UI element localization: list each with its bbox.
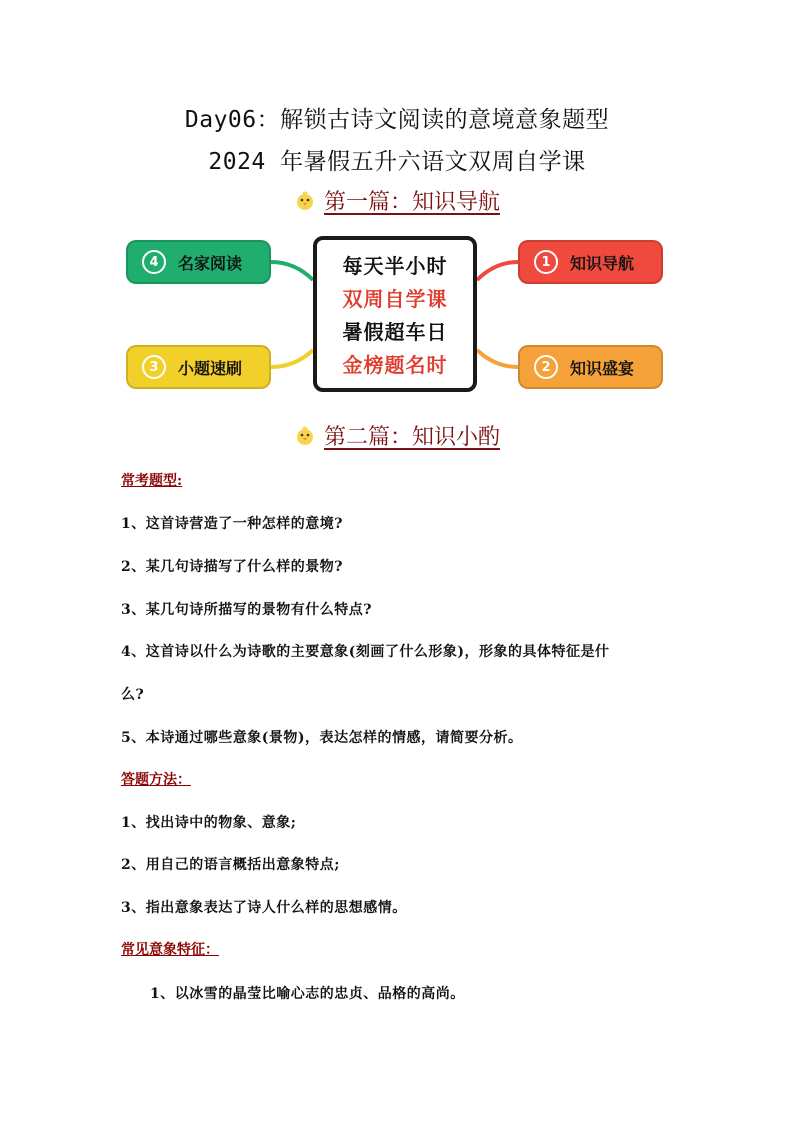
question-item: 5、本诗通过哪些意象(景物)，表达怎样的情感，请简要分析。	[121, 730, 523, 746]
features-heading: 常见意象特征：	[121, 942, 219, 958]
question-item: 3、某几句诗所描写的景物有什么特点?	[121, 602, 372, 618]
node-knowledge-feast	[518, 345, 663, 389]
feature-item: 1、以冰雪的晶莹比喻心志的忠贞、品格的高尚。	[150, 986, 465, 1002]
center-slogan-box	[313, 236, 477, 392]
node-label: 知识盛宴	[570, 358, 635, 378]
common-types-heading: 常考题型:	[121, 473, 183, 489]
section-heading-part1	[0, 185, 794, 216]
node-knowledge-nav	[518, 240, 663, 284]
method-item: 3、指出意象表达了诗人什么样的思想感情。	[121, 900, 407, 916]
section-title-part1: 第一篇：知识导航	[323, 190, 500, 215]
chick-icon	[294, 425, 316, 447]
node-label: 知识导航	[570, 253, 635, 273]
node-label: 小题速刷	[178, 358, 243, 378]
method-item: 2、用自己的语言概括出意象特点;	[121, 857, 340, 873]
mind-map	[120, 230, 670, 400]
slogan-line: 双周自学课	[342, 287, 448, 311]
node-quick-practice	[126, 345, 271, 389]
node-number: 1	[534, 250, 558, 274]
question-item: 4、这首诗以什么为诗歌的主要意象(刻画了什么形象)，形象的具体特征是什	[121, 644, 610, 660]
doc-title-line2: 2024 年暑假五升六语文双周自学课	[208, 149, 586, 175]
node-number: 3	[142, 355, 166, 379]
slogan-line: 暑假超车日	[342, 320, 448, 344]
node-number: 2	[534, 355, 558, 379]
method-item: 1、找出诗中的物象、意象;	[121, 815, 297, 831]
question-item-continued: 么?	[121, 687, 145, 703]
slogan-line: 每天半小时	[342, 254, 448, 278]
question-item: 1、这首诗营造了一种怎样的意境?	[121, 516, 343, 532]
question-item: 2、某几句诗描写了什么样的景物?	[121, 559, 343, 575]
node-number: 4	[142, 250, 166, 274]
node-famous-reading	[126, 240, 271, 284]
node-label: 名家阅读	[178, 253, 243, 273]
slogan-line: 金榜题名时	[342, 353, 448, 377]
section-heading-part2	[0, 420, 794, 451]
section-title-part2: 第二篇：知识小酌	[323, 425, 500, 450]
chick-icon	[294, 190, 316, 212]
method-heading: 答题方法：	[121, 772, 191, 788]
doc-title-line1: Day06：解锁古诗文阅读的意境意象题型	[184, 107, 610, 133]
